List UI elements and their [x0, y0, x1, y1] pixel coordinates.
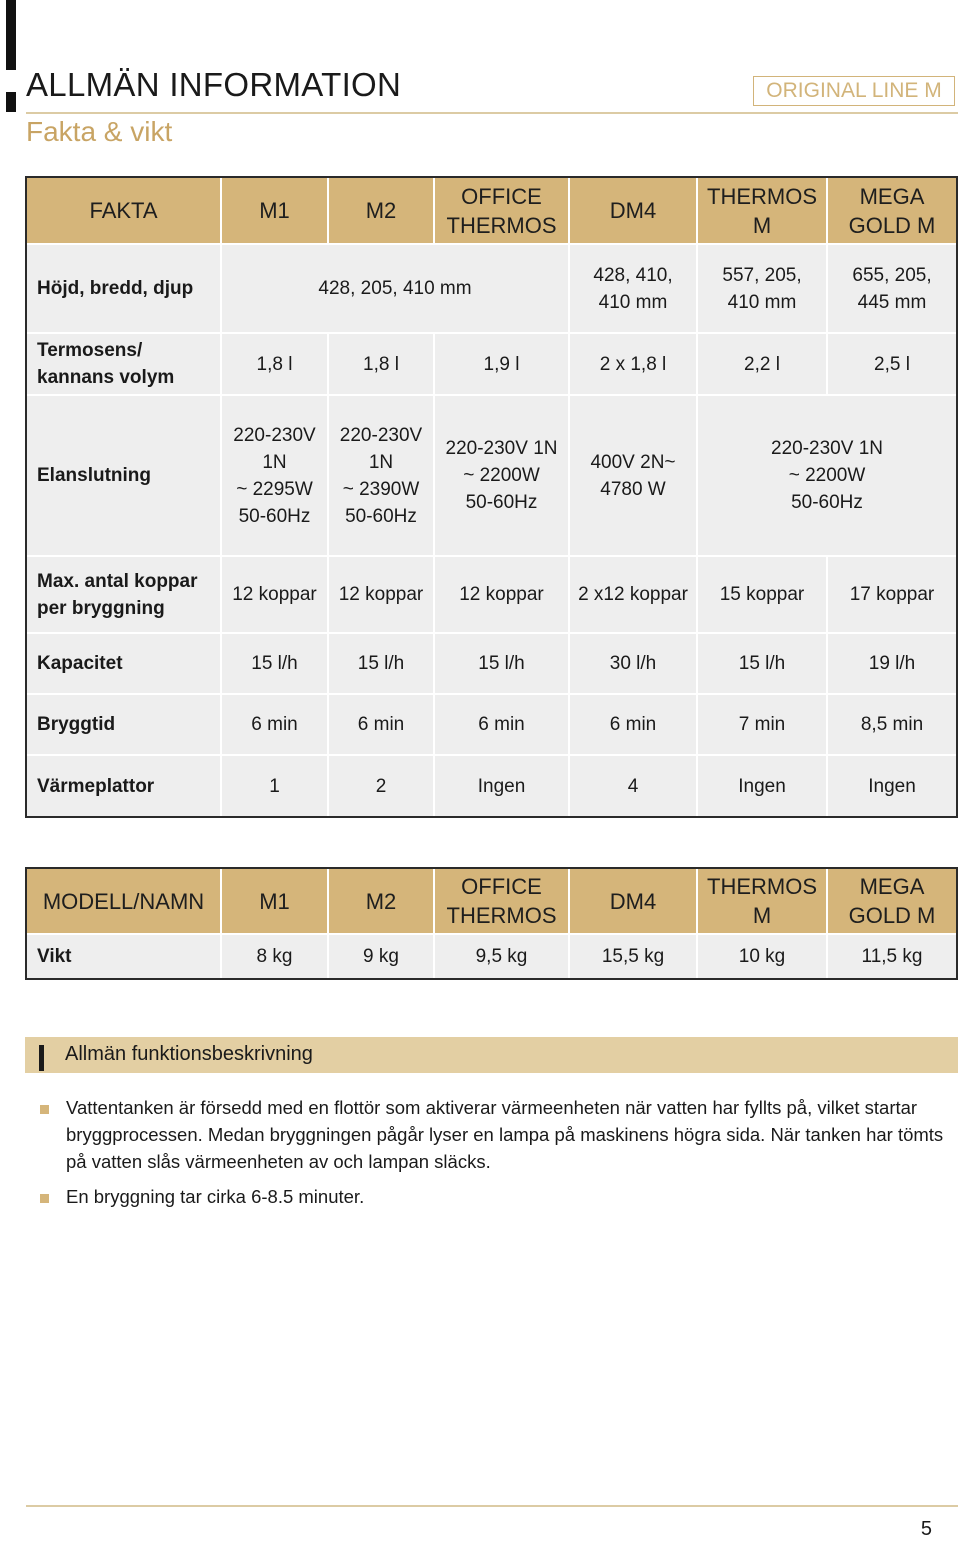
header-thermos-m — [698, 869, 828, 935]
table-row-weight — [27, 935, 956, 978]
table-cell: 6 min — [570, 695, 698, 756]
section-marker-icon — [39, 1045, 44, 1071]
table-cell: 10 kg — [698, 935, 828, 978]
table-cell — [698, 396, 956, 557]
facts-table — [25, 176, 958, 818]
header-mega-gold-m — [828, 178, 956, 245]
cell-text: 220-230V 1N ~ 2200W 50-60Hz — [445, 438, 558, 513]
row-label-text: Termosens/ kannans volym — [37, 340, 175, 388]
table-cell: 1,8 l — [329, 334, 435, 396]
row-label — [27, 557, 222, 634]
header-office-thermos — [435, 869, 570, 935]
header-office-thermos-label: OFFICE THERMOS — [446, 183, 557, 238]
table-cell: 17 koppar — [828, 557, 956, 634]
table-cell: 2 x 1,8 l — [570, 334, 698, 396]
cell-text: 220-230V 1N ~ 2200W 50-60Hz — [771, 438, 883, 513]
row-label: Kapacitet — [27, 634, 222, 695]
weight-header-row — [27, 869, 956, 935]
row-label: Vikt — [27, 935, 222, 978]
table-row-warmers — [27, 756, 956, 816]
page-number: 5 — [920, 1518, 932, 1540]
cell-text: 428, 410, 410 mm — [593, 264, 673, 313]
table-cell: 8,5 min — [828, 695, 956, 756]
function-section-title: Allmän funktionsbeskrivning — [65, 1043, 313, 1065]
table-cell: 2 x12 koppar — [570, 557, 698, 634]
weight-table — [25, 867, 958, 980]
header-dm4: DM4 — [570, 178, 698, 245]
table-cell: 6 min — [435, 695, 570, 756]
header-modell-namn: MODELL/NAMN — [27, 869, 222, 935]
table-cell: 1,9 l — [435, 334, 570, 396]
table-cell: 30 l/h — [570, 634, 698, 695]
table-cell: 15 koppar — [698, 557, 828, 634]
table-cell: 12 koppar — [329, 557, 435, 634]
header-mega-gold-m-label: MEGA GOLD M — [848, 183, 936, 238]
table-cell — [222, 396, 329, 557]
table-cell: 15 l/h — [329, 634, 435, 695]
table-cell: 11,5 kg — [828, 935, 956, 978]
row-label: Höjd, bredd, djup — [27, 245, 222, 334]
table-cell: 2 — [329, 756, 435, 816]
bullet-square-icon — [40, 1105, 49, 1114]
table-cell: 2,2 l — [698, 334, 828, 396]
table-cell: 9,5 kg — [435, 935, 570, 978]
list-item — [40, 1183, 955, 1210]
table-cell: 19 l/h — [828, 634, 956, 695]
header-m1: M1 — [222, 178, 329, 245]
header-mega-gold-m — [828, 869, 956, 935]
table-row-power — [27, 396, 956, 557]
table-cell — [435, 396, 570, 557]
table-cell: 15 l/h — [435, 634, 570, 695]
table-cell: 1 — [222, 756, 329, 816]
table-cell — [570, 396, 698, 557]
cell-text: 557, 205, 410 mm — [722, 264, 802, 313]
table-row-cups — [27, 557, 956, 634]
table-cell: 2,5 l — [828, 334, 956, 396]
table-cell: Ingen — [828, 756, 956, 816]
header-rule — [26, 112, 958, 114]
table-cell: 7 min — [698, 695, 828, 756]
series-label: ORIGINAL LINE M — [753, 76, 955, 106]
function-section-header — [25, 1037, 958, 1073]
header-m2: M2 — [329, 869, 435, 935]
table-cell: 12 koppar — [222, 557, 329, 634]
cell-text: 220-230V 1N ~ 2390W 50-60Hz — [339, 424, 423, 527]
facts-header-row — [27, 178, 956, 245]
row-label: Värmeplattor — [27, 756, 222, 816]
table-cell: 6 min — [329, 695, 435, 756]
header-office-thermos — [435, 178, 570, 245]
row-label-text: Max. antal koppar per bryggning — [37, 570, 198, 619]
table-row-brew-time — [27, 695, 956, 756]
table-row-dimensions — [27, 245, 956, 334]
header-office-thermos-label: OFFICE THERMOS — [446, 874, 557, 928]
cell-text: 655, 205, 445 mm — [852, 264, 932, 313]
table-cell: 1,8 l — [222, 334, 329, 396]
table-cell: 15 l/h — [222, 634, 329, 695]
bullet-text: En bryggning tar cirka 6-8.5 minuter. — [66, 1186, 365, 1207]
cell-text: 400V 2N~ 4780 W — [590, 451, 676, 500]
table-cell: 4 — [570, 756, 698, 816]
table-cell: 9 kg — [329, 935, 435, 978]
edge-tab-mark — [6, 92, 16, 112]
table-cell: 428, 205, 410 mm — [222, 245, 570, 334]
table-cell — [570, 245, 698, 334]
table-cell: 15,5 kg — [570, 935, 698, 978]
table-cell — [698, 245, 828, 334]
table-cell: Ingen — [698, 756, 828, 816]
bullet-square-icon — [40, 1194, 49, 1203]
header-m2: M2 — [329, 178, 435, 245]
header-thermos-m-label: THERMOS M — [707, 183, 817, 238]
bullet-text: Vattentanken är försedd med en flottör som aktiverar värmeenheten när vatten har fyllts på, vilket startar bryggprocessen. Medan bryggningen pågår lyser en lampa på maskinens högra sida. När tanken har tömts på vatten slås värmeenheten av och lampan släcks. — [66, 1097, 944, 1172]
table-cell: 15 l/h — [698, 634, 828, 695]
header-thermos-m-label: THERMOS M — [707, 874, 817, 928]
footer-rule — [26, 1505, 958, 1507]
table-row-capacity — [27, 634, 956, 695]
table-cell: 6 min — [222, 695, 329, 756]
list-item — [40, 1094, 955, 1175]
row-label: Bryggtid — [27, 695, 222, 756]
table-cell: Ingen — [435, 756, 570, 816]
header-dm4: DM4 — [570, 869, 698, 935]
table-row-volume — [27, 334, 956, 396]
table-cell: 8 kg — [222, 935, 329, 978]
page-subtitle: Fakta & vikt — [26, 116, 173, 147]
cell-text: 220-230V 1N ~ 2295W 50-60Hz — [233, 424, 316, 527]
page-title: ALLMÄN INFORMATION — [26, 66, 402, 103]
table-cell — [329, 396, 435, 557]
row-label: Elanslutning — [27, 396, 222, 557]
table-cell: 12 koppar — [435, 557, 570, 634]
edge-tab-bar — [6, 0, 16, 70]
row-label — [27, 334, 222, 396]
header-fakta: FAKTA — [27, 178, 222, 245]
header-thermos-m — [698, 178, 828, 245]
header-m1: M1 — [222, 869, 329, 935]
table-cell — [828, 245, 956, 334]
header-mega-gold-m-label: MEGA GOLD M — [848, 874, 936, 928]
function-bullet-list — [40, 1094, 955, 1218]
